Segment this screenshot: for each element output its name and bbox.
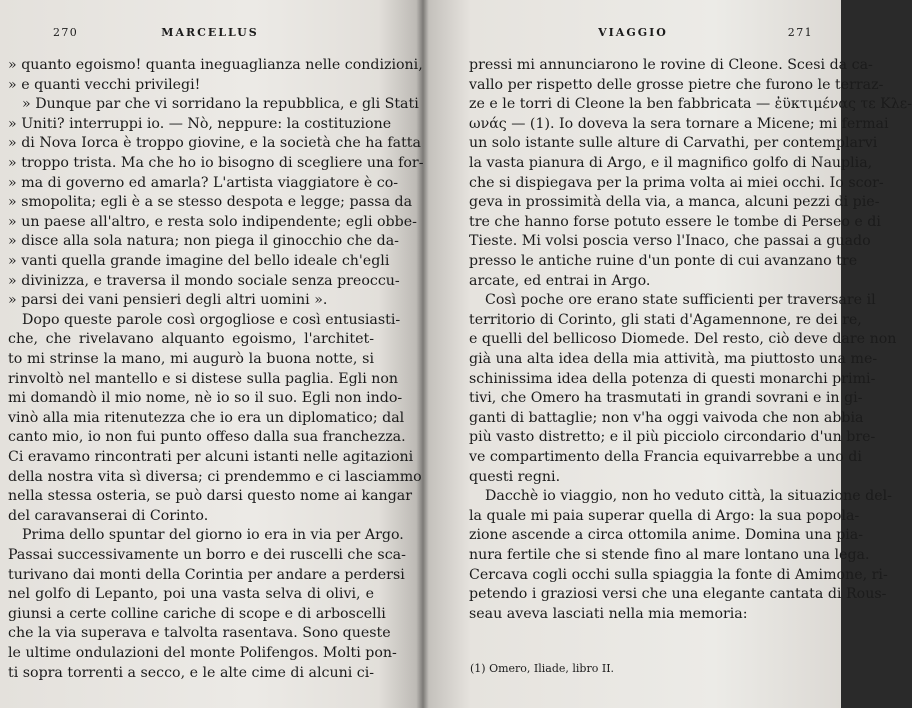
text-line: questi regni.	[469, 468, 561, 485]
text-line: tre che hanno forse potuto essere le tombe di Perseo e di	[469, 213, 881, 230]
text-line: la vasta pianura di Argo, e il magnifico golfo di Nauplia,	[469, 155, 873, 171]
text-line: Dopo queste parole così orgogliose e così entusiasti-	[22, 311, 401, 328]
right-page-number: 271	[787, 26, 813, 39]
text-line: turivano dai monti della Corintia per andare a perdersi	[8, 566, 405, 583]
text-line: » ma di governo ed amarla? L'artista viaggiatore è co-	[8, 174, 399, 191]
text-line: » quanto egoismo! quanta ineguaglianza nelle condizioni,	[8, 57, 423, 73]
text-line: » smopolita; egli è a se stesso despota e legge; passa da	[8, 194, 413, 211]
text-line: » un paese all'altro, e resta solo indipendente; egli obbe-	[8, 213, 417, 230]
text-line: ze e le torri di Cleone la ben fabbricata — ἐϋκτιμένας τε Κλε-	[469, 96, 912, 113]
text-line: che si dispiegava per la prima volta ai miei occhi. Io scor-	[469, 174, 884, 191]
text-line: » troppo trista. Ma che ho io bisogno di scegliere una for-	[8, 155, 424, 171]
text-line: seau aveva lasciati nella mia memoria:	[469, 605, 748, 622]
text-line: tivi, che Omero ha trasmutati in grandi sovrani e in gi-	[469, 390, 863, 407]
text-line: schinissima idea della potenza di questi monarchi primi-	[469, 370, 876, 387]
text-line: ve compartimento della Francia equivarrebbe a uno di	[469, 449, 862, 465]
text-line: Ci eravamo rincontrati per alcuni istanti nelle agitazioni	[8, 449, 414, 465]
text-line: ωνάς — (1). Io doveva la sera tornare a Micene; mi fermai	[469, 115, 889, 132]
text-line: Tieste. Mi volsi poscia verso l'Inaco, che passai a guado	[469, 233, 871, 250]
text-line: che la via superava e talvolta rasentava. Sono queste	[8, 625, 391, 642]
left-running-title: MARCELLUS	[161, 26, 259, 39]
text-line: nura fertile che si stende fino al mare lontano una lega.	[469, 547, 870, 563]
text-line: del caravanserai di Corinto.	[8, 507, 209, 524]
text-line: pressi mi annunciarono le rovine di Cleone. Scesi da ca-	[469, 57, 873, 73]
text-line: to mi strinse la mano, mi augurò la buona notte, si	[8, 351, 374, 367]
text-line: vallo per rispetto delle grosse pietre che furono le terraz-	[469, 76, 884, 93]
text-line: mi domandò il mio nome, nè io so il suo. Egli non indo-	[8, 390, 403, 407]
text-line: Passai successivamente un borro e dei ruscelli che sca-	[8, 547, 406, 563]
text-line: la quale mi paia superar quella di Argo: la sua popola-	[469, 507, 860, 524]
text-line: geva in prossimità della via, a manca, alcuni pezzi di pie-	[469, 194, 880, 211]
text-line: nella stessa osteria, se può darsi questo nome ai kangar	[8, 488, 413, 505]
text-line: » Uniti? interruppi io. — Nò, neppure: la costituzione	[8, 115, 392, 132]
text-line: presso le antiche ruine d'un ponte di cui avanzano tre	[469, 253, 858, 269]
text-line: Cercava cogli occhi sulla spiaggia la fonte di Amimone, ri-	[469, 566, 888, 583]
text-line: arcate, ed entrai in Argo.	[469, 272, 651, 289]
text-line: Così poche ore erano state sufficienti per traversare il	[485, 292, 876, 309]
text-line: zione ascende a circa ottomila anime. Domina una pia-	[469, 527, 864, 544]
text-line: ti sopra torrenti a secco, e le alte cime di alcuni ci-	[8, 664, 375, 681]
text-line: » Dunque par che vi sorridano la repubblica, e gli Stati	[22, 96, 419, 113]
text-line: della nostra vita sì diversa; ci prendemmo e ci lasciammo	[8, 468, 422, 485]
right-page	[425, 0, 912, 708]
text-line: giunsi a certe colline cariche di scope e di arboscelli	[8, 605, 386, 622]
text-line: le ultime ondulazioni del monte Polifengos. Molti pon-	[8, 645, 397, 661]
text-line: vinò alla mia ritenutezza che io era un diplomatico; dal	[8, 409, 405, 426]
text-line: » vanti quella grande imagine del bello ideale ch'egli	[8, 253, 390, 269]
text-line: e quelli del bellicoso Diomede. Del resto, ciò deve dare non	[469, 331, 897, 348]
text-line: un solo istante sulle alture di Carvathi, per contemplarvi	[469, 135, 878, 152]
text-line: » disce alla sola natura; non piega il ginocchio che da-	[8, 233, 399, 250]
text-line: nel golfo di Lepanto, poi una vasta selva di olivi, e	[8, 586, 374, 603]
text-line: territorio di Corinto, gli stati d'Agamennone, re dei re,	[469, 311, 862, 328]
text-line: » divinizza, e traversa il mondo sociale senza preoccu-	[8, 272, 400, 289]
right-running-head	[425, 26, 841, 42]
left-page-number: 270	[53, 26, 79, 39]
text-line: petendo i graziosi versi che una elegante cantata di Rous-	[469, 586, 887, 603]
text-line: » di Nova Iorca è troppo giovine, e la società che ha fatta	[8, 135, 421, 152]
text-line: più vasto distretto; e il più picciolo circondario d'un bre-	[469, 429, 876, 446]
text-line: » parsi dei vani pensieri degli altri uomini ».	[8, 292, 328, 309]
text-line: che, che rivelavano alquanto egoismo, l'architet-	[8, 331, 374, 348]
left-page	[0, 0, 424, 708]
text-line: già una alta idea della mia attività, ma piuttosto una me-	[469, 351, 878, 367]
right-running-title: VIAGGIO	[598, 26, 668, 39]
footnote: (1) Omero, Iliade, libro II.	[470, 662, 615, 675]
text-line: ganti di battaglie; non v'ha oggi vaivoda che non abbia	[469, 409, 864, 426]
text-line: canto mio, io non fui punto offeso dalla sua franchezza.	[8, 429, 406, 446]
text-line: Prima dello spuntar del giorno io era in via per Argo.	[22, 527, 404, 544]
text-line: Dacchè io viaggio, non ho veduto città, la situazione del-	[485, 488, 892, 505]
left-running-head	[0, 26, 412, 42]
text-line: » e quanti vecchi privilegi!	[8, 76, 201, 93]
text-line: rinvoltò nel mantello e si distese sulla paglia. Egli non	[8, 370, 399, 387]
